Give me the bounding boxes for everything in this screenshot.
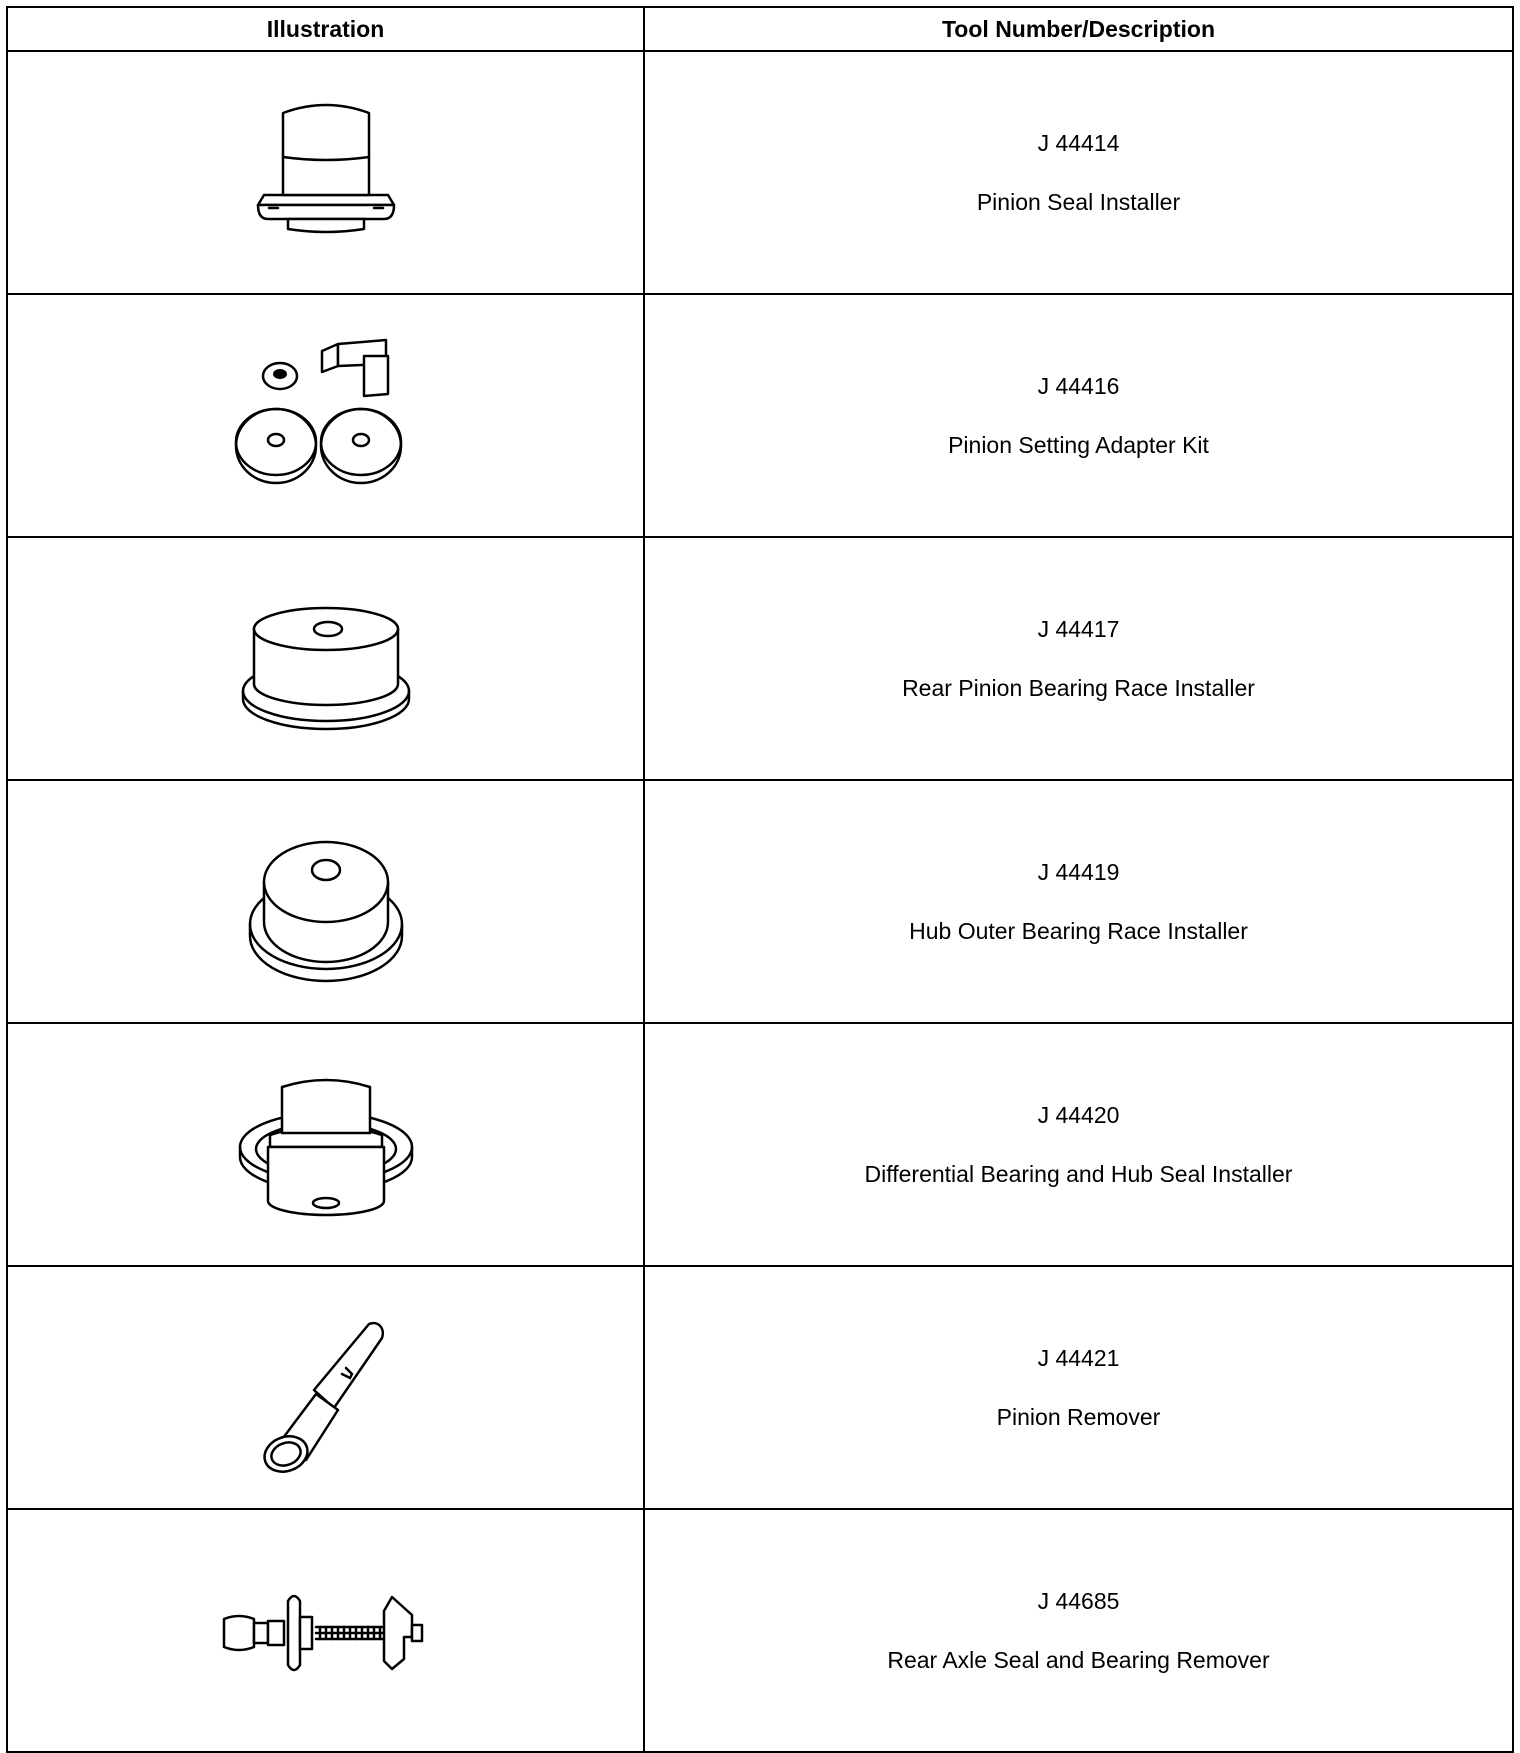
tool-number: J 44417	[1037, 615, 1120, 642]
description-column-header: Tool Number/Description	[644, 7, 1513, 51]
tool-description-cell	[644, 537, 1513, 780]
table-row	[7, 1023, 1513, 1266]
table-row	[7, 294, 1513, 537]
illustration-cell	[7, 1023, 644, 1266]
illustration-cell	[7, 1509, 644, 1752]
tool-description-cell	[644, 1266, 1513, 1509]
tool-number: J 44421	[1037, 1344, 1120, 1371]
tool-description: Rear Pinion Bearing Race Installer	[902, 674, 1255, 701]
special-tools-table	[6, 6, 1514, 1753]
tool-description: Rear Axle Seal and Bearing Remover	[887, 1646, 1270, 1673]
differential-bearing-hub-seal-installer-icon	[226, 1055, 426, 1235]
table-row	[7, 51, 1513, 294]
tool-description-cell	[644, 294, 1513, 537]
table-header-row	[7, 7, 1513, 51]
pinion-setting-adapter-kit-icon	[226, 326, 426, 506]
tool-description: Pinion Seal Installer	[976, 188, 1181, 215]
tool-number: J 44414	[1037, 129, 1120, 156]
table-row	[7, 537, 1513, 780]
illustration-cell	[7, 51, 644, 294]
illustration-cell	[7, 294, 644, 537]
tool-number: J 44419	[1037, 858, 1120, 885]
tool-number: J 44685	[1037, 1587, 1120, 1614]
tool-number: J 44416	[1037, 372, 1120, 399]
tool-description-cell	[644, 780, 1513, 1023]
rear-pinion-bearing-race-installer-icon	[226, 569, 426, 749]
tool-description-cell	[644, 1509, 1513, 1752]
table-row	[7, 1509, 1513, 1752]
tool-number: J 44420	[1037, 1101, 1120, 1128]
tool-description: Pinion Remover	[996, 1403, 1161, 1430]
illustration-cell	[7, 780, 644, 1023]
pinion-seal-installer-icon	[226, 83, 426, 263]
hub-outer-bearing-race-installer-icon	[226, 812, 426, 992]
pinion-remover-icon	[226, 1298, 426, 1478]
tool-description-cell	[644, 51, 1513, 294]
illustration-column-header: Illustration	[7, 7, 644, 51]
tool-description: Differential Bearing and Hub Seal Installer	[864, 1160, 1293, 1187]
illustration-cell	[7, 537, 644, 780]
table-row	[7, 780, 1513, 1023]
tool-description-cell	[644, 1023, 1513, 1266]
tool-description: Pinion Setting Adapter Kit	[948, 431, 1209, 458]
table-row	[7, 1266, 1513, 1509]
illustration-cell	[7, 1266, 644, 1509]
tool-description: Hub Outer Bearing Race Installer	[909, 917, 1248, 944]
rear-axle-seal-bearing-remover-icon	[216, 1541, 436, 1721]
